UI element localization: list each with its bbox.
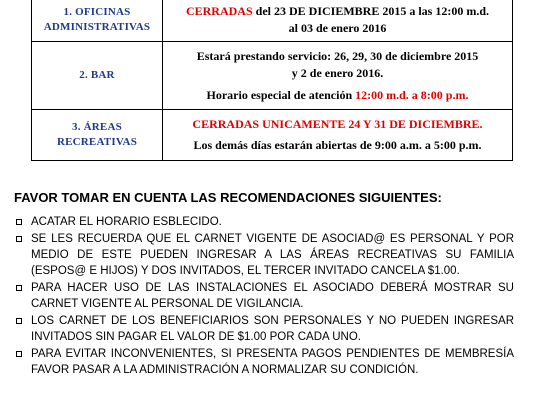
list-item [14,280,514,312]
recommendations-list [14,214,514,379]
detail-line [207,87,469,104]
table-row-areas-recreativas [32,110,512,160]
square-bullet-icon [16,318,22,324]
row-detail [163,0,512,41]
detail-line: al 03 de enero 2016 [288,21,387,35]
square-bullet-icon [16,236,22,242]
list-item [14,346,514,378]
schedule-table [31,0,513,161]
table-row-bar [32,42,512,110]
list-item-text: SE LES RECUERDA QUE EL CARNET VIGENTE DE ASOCIAD@ ES PERSONAL Y POR MEDIO DE ESTE PUEDEN INGRESAR A LAS ÁREAS RECREATIVAS SU FAMILIA (ESPOS@ E HIJOS) Y DOS INVITADOS, EL TERCER INVITADO CANCELA $1.00. [31,233,514,277]
list-item-text: PARA HACER USO DE LAS INSTALACIONES EL ASOCIADO DEBERÁ MOSTRAR SU CARNET VIGENTE AL PERSONAL DE VIGILANCIA. [31,282,514,310]
square-bullet-icon [16,351,22,357]
list-item-text: ACATAR EL HORARIO ESBLECIDO. [31,216,222,228]
row-label-line: 3. ÁREAS [72,121,122,133]
row-label-line: 2. BAR [79,69,115,81]
detail-line: Estará prestando servicio: 26, 29, 30 de diciembre 2015 [196,48,479,63]
detail-line: y 2 de enero 2016. [291,65,384,80]
list-item-text: PARA EVITAR INCONVENIENTES, SI PRESENTA PAGOS PENDIENTES DE MEMBRESÍA FAVOR PASAR A LA ADMINISTRACIÓN A NORMALIZAR SU CONDICIÓN. [31,348,514,376]
list-item [14,231,514,279]
list-item-text: LOS CARNET DE LOS BENEFICIARIOS SON PERSONALES Y NO PUEDEN INGRESAR INVITADOS SIN PAGAR EL VALOR DE $1.00 POR CADA UNO. [31,315,514,343]
closed-notice: CERRADAS UNICAMENTE 24 Y 31 DE DICIEMBRE. [192,117,483,131]
list-item [14,313,514,345]
row-label-line: ADMINISTRATIVAS [43,21,151,33]
square-bullet-icon [16,219,22,225]
row-label [32,110,163,160]
row-label [32,0,163,41]
row-detail [163,110,512,160]
row-label [32,42,163,109]
detail-text: del 23 DE DICIEMBRE 2015 a las 12:00 m.d. [252,4,490,18]
detail-line [186,3,489,20]
list-item [14,214,514,230]
row-label-line: 1. OFICINAS [63,6,131,18]
row-label-line: RECREATIVAS [56,136,138,148]
recommendations-title: FAVOR TOMAR EN CUENTA LAS RECOMENDACIONES SIGUIENTES: [14,190,442,205]
row-detail [163,42,512,109]
detail-line: Los demás días estarán abiertas de 9:00 a.m. a 5:00 p.m. [193,138,482,152]
special-hours: 12:00 m.d. a 8:00 p.m. [355,87,469,102]
closed-notice: CERRADAS [185,4,253,18]
square-bullet-icon [16,285,22,291]
detail-text: Horario especial de atención [206,87,356,102]
table-row-oficinas [32,0,512,42]
